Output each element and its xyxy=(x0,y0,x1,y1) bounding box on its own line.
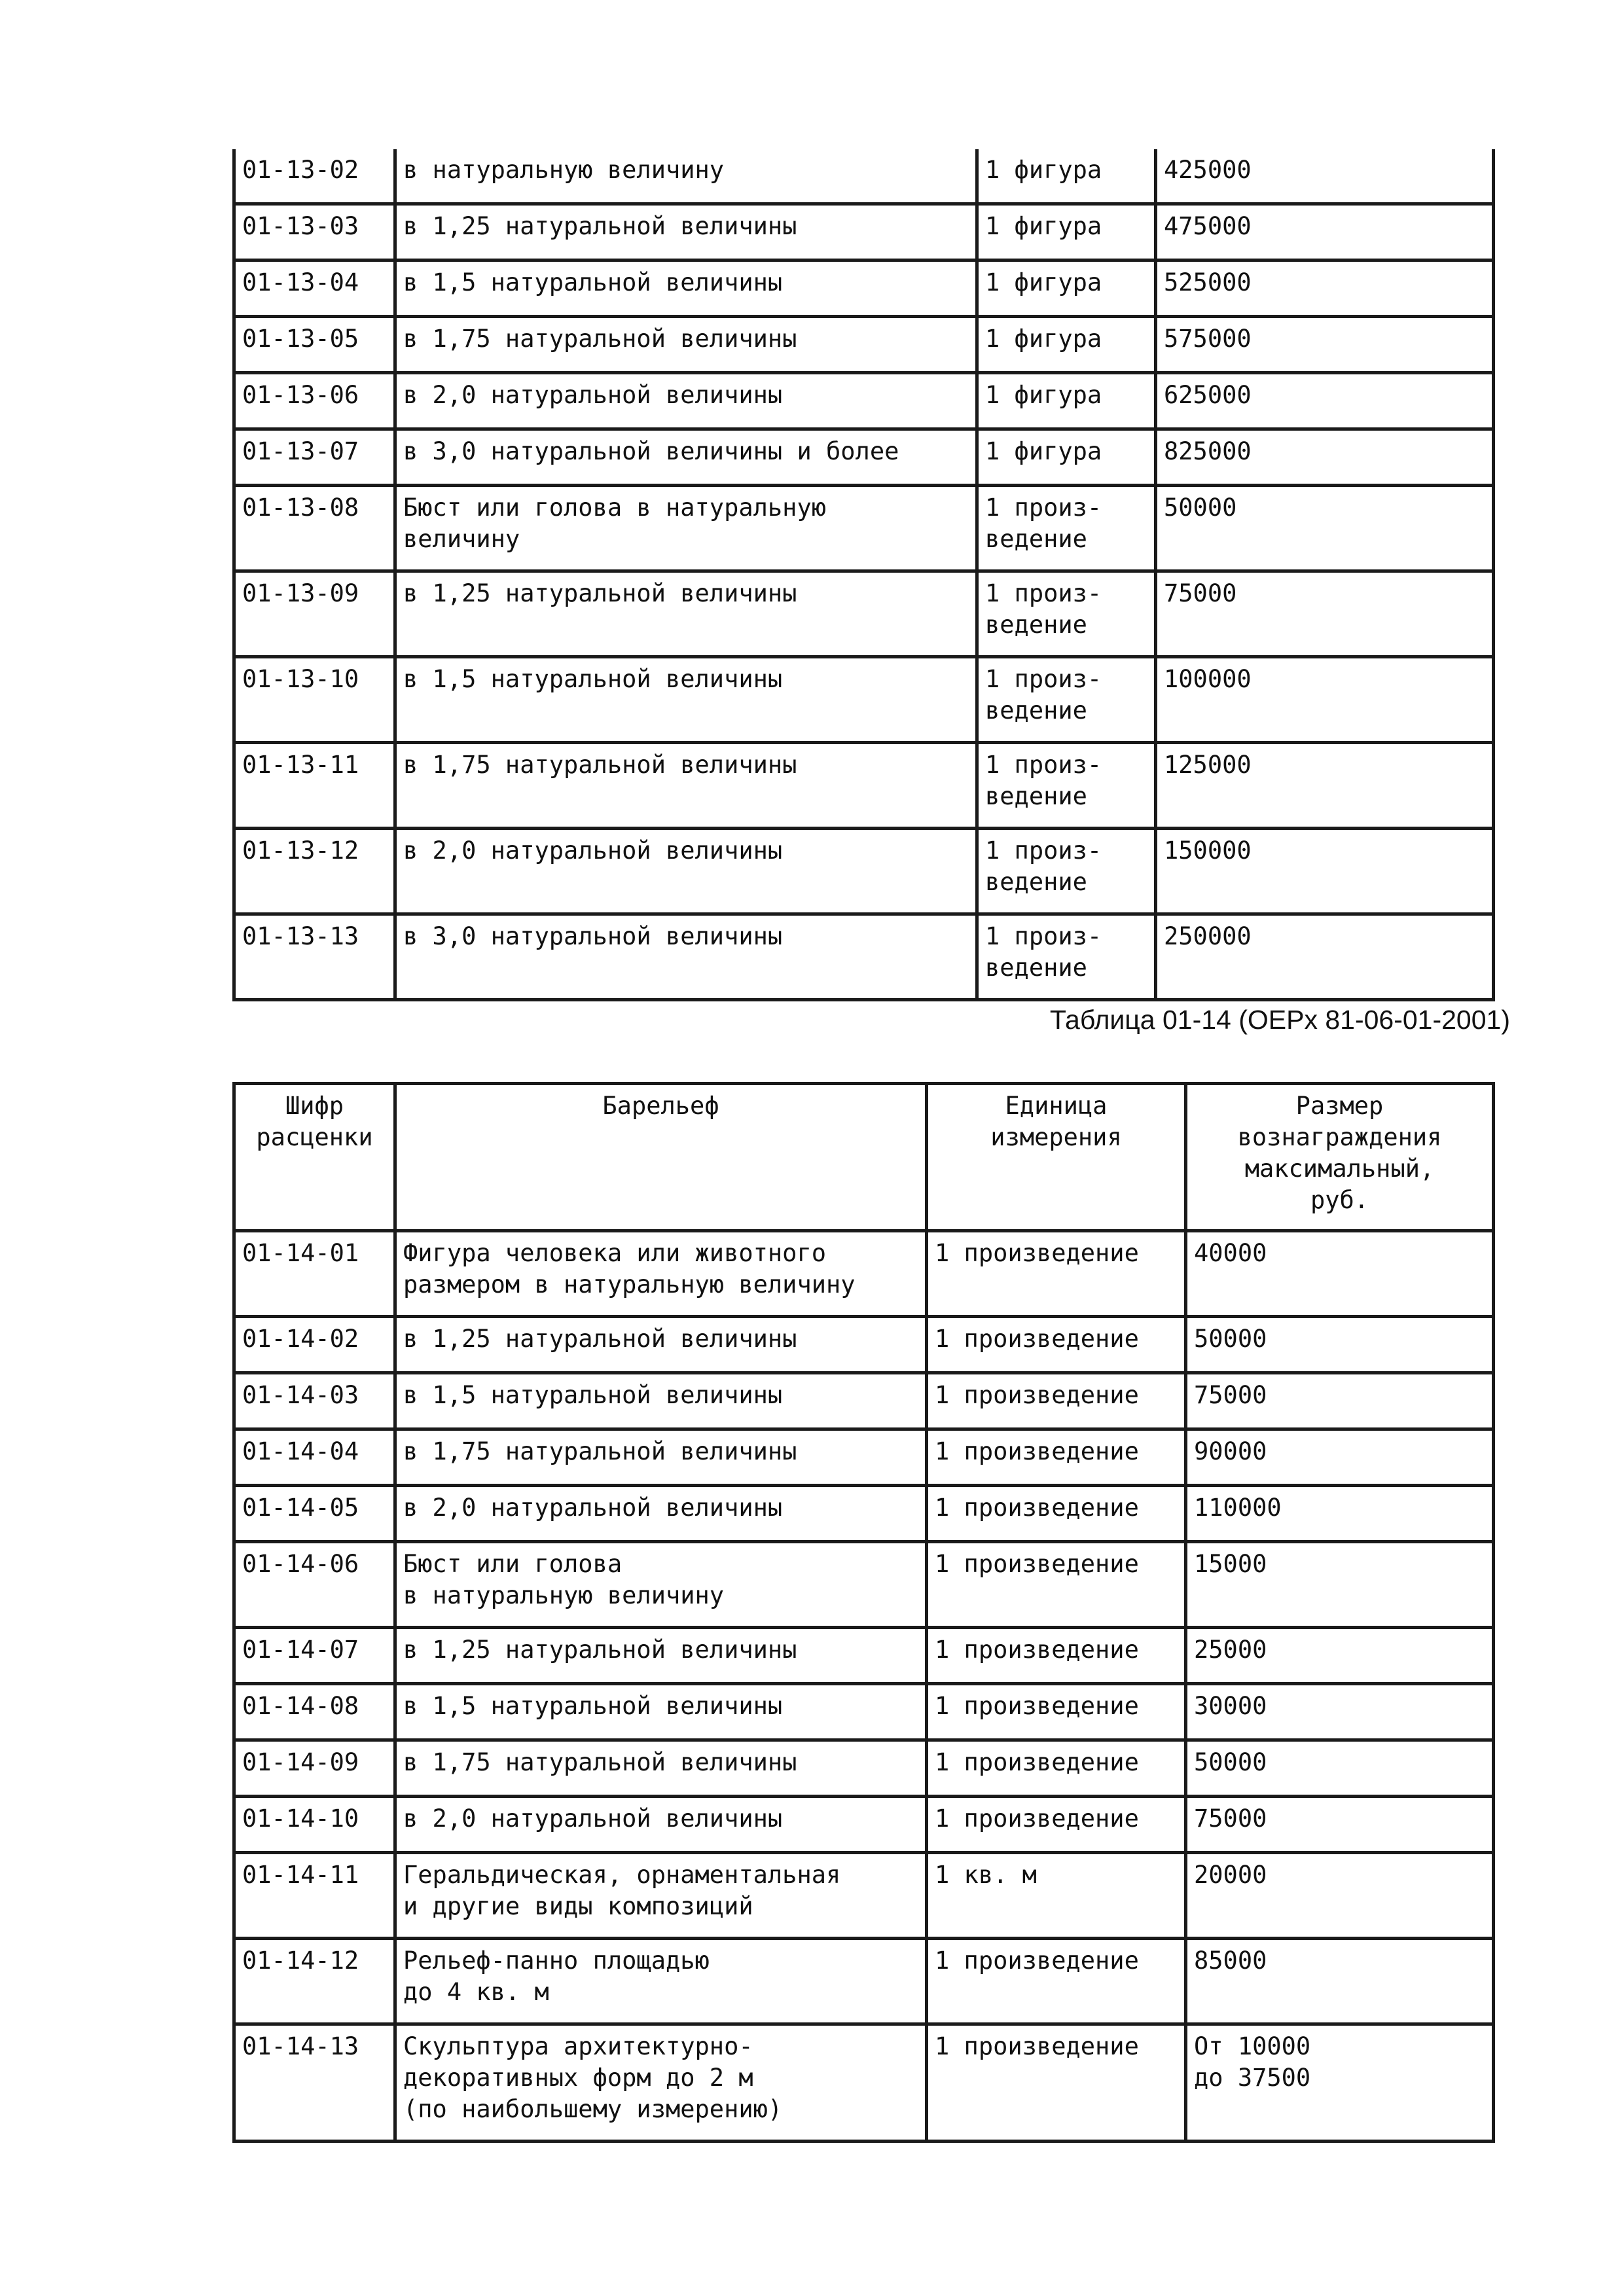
price-cell: 50000 xyxy=(1186,1317,1494,1373)
price-cell: 40000 xyxy=(1186,1231,1494,1317)
unit-cell: 1 фигура xyxy=(977,373,1156,429)
description-cell: Бюст или голова в натуральную величину xyxy=(395,486,977,571)
price-cell: 75000 xyxy=(1156,571,1494,657)
code-cell: 01-14-08 xyxy=(234,1684,395,1740)
unit-cell: 1 произведение xyxy=(927,1429,1186,1486)
description-cell: в 1,75 натуральной величины xyxy=(395,317,977,373)
unit-cell: 1 произ- ведение xyxy=(977,571,1156,657)
code-cell: 01-14-02 xyxy=(234,1317,395,1373)
price-cell: 110000 xyxy=(1186,1486,1494,1542)
description-cell: в 1,25 натуральной величины xyxy=(395,204,977,260)
table-row xyxy=(234,829,1494,914)
unit-cell: 1 произ- ведение xyxy=(977,743,1156,829)
table-caption: Таблица 01-14 (ОЕРх 81-06-01-2001) xyxy=(1049,1005,1510,1035)
description-cell: в 1,75 натуральной величины xyxy=(395,1429,927,1486)
price-cell: 50000 xyxy=(1156,486,1494,571)
price-cell: 50000 xyxy=(1186,1740,1494,1797)
header-price: Размер вознаграждения максимальный, руб. xyxy=(1186,1084,1494,1231)
price-cell: 825000 xyxy=(1156,429,1494,486)
description-cell: в 1,25 натуральной величины xyxy=(395,571,977,657)
table-row xyxy=(234,260,1494,317)
table-row xyxy=(234,657,1494,743)
table-row xyxy=(234,429,1494,486)
unit-cell: 1 произведение xyxy=(927,1684,1186,1740)
description-cell: в 3,0 натуральной величины и более xyxy=(395,429,977,486)
table-row xyxy=(234,914,1494,1000)
table-header-row xyxy=(234,1084,1494,1231)
price-cell: 100000 xyxy=(1156,657,1494,743)
table-01-13-continuation xyxy=(232,149,1495,1001)
code-cell: 01-13-07 xyxy=(234,429,395,486)
unit-cell: 1 произведение xyxy=(927,1939,1186,2024)
description-cell: в 2,0 натуральной величины xyxy=(395,1797,927,1853)
code-cell: 01-13-09 xyxy=(234,571,395,657)
unit-cell: 1 произведение xyxy=(927,2024,1186,2142)
price-cell: 150000 xyxy=(1156,829,1494,914)
code-cell: 01-13-12 xyxy=(234,829,395,914)
description-cell: в 2,0 натуральной величины xyxy=(395,829,977,914)
header-code: Шифр расценки xyxy=(234,1084,395,1231)
table-row xyxy=(234,1939,1494,2024)
table-row xyxy=(234,486,1494,571)
table-row xyxy=(234,317,1494,373)
table-row xyxy=(234,204,1494,260)
price-cell: 625000 xyxy=(1156,373,1494,429)
price-cell: 25000 xyxy=(1186,1628,1494,1684)
price-cell: 30000 xyxy=(1186,1684,1494,1740)
table-row xyxy=(234,149,1494,204)
table-row xyxy=(234,1542,1494,1628)
table-row xyxy=(234,1486,1494,1542)
table-row xyxy=(234,1853,1494,1939)
table-row xyxy=(234,1628,1494,1684)
description-cell: в 3,0 натуральной величины xyxy=(395,914,977,1000)
description-cell: Рельеф-панно площадью до 4 кв. м xyxy=(395,1939,927,2024)
table-row xyxy=(234,1231,1494,1317)
unit-cell: 1 произ- ведение xyxy=(977,657,1156,743)
table-01-14 xyxy=(232,1082,1495,2143)
code-cell: 01-13-11 xyxy=(234,743,395,829)
table-row xyxy=(234,743,1494,829)
description-cell: в 1,5 натуральной величины xyxy=(395,657,977,743)
code-cell: 01-13-05 xyxy=(234,317,395,373)
unit-cell: 1 кв. м xyxy=(927,1853,1186,1939)
description-cell: в 1,75 натуральной величины xyxy=(395,743,977,829)
price-cell: 525000 xyxy=(1156,260,1494,317)
code-cell: 01-14-07 xyxy=(234,1628,395,1684)
unit-cell: 1 фигура xyxy=(977,204,1156,260)
unit-cell: 1 произ- ведение xyxy=(977,914,1156,1000)
unit-cell: 1 фигура xyxy=(977,260,1156,317)
unit-cell: 1 произведение xyxy=(927,1740,1186,1797)
unit-cell: 1 произведение xyxy=(927,1797,1186,1853)
price-cell: 425000 xyxy=(1156,149,1494,204)
table-row xyxy=(234,2024,1494,2142)
code-cell: 01-14-13 xyxy=(234,2024,395,2142)
price-cell: 75000 xyxy=(1186,1373,1494,1429)
unit-cell: 1 произведение xyxy=(927,1317,1186,1373)
price-cell: 90000 xyxy=(1186,1429,1494,1486)
code-cell: 01-13-08 xyxy=(234,486,395,571)
description-cell: в 1,5 натуральной величины xyxy=(395,260,977,317)
table-row xyxy=(234,1373,1494,1429)
header-unit: Единица измерения xyxy=(927,1084,1186,1231)
price-cell: 250000 xyxy=(1156,914,1494,1000)
unit-cell: 1 произведение xyxy=(927,1231,1186,1317)
header-description: Барельеф xyxy=(395,1084,927,1231)
price-cell: 575000 xyxy=(1156,317,1494,373)
code-cell: 01-14-06 xyxy=(234,1542,395,1628)
code-cell: 01-13-04 xyxy=(234,260,395,317)
description-cell: в 1,5 натуральной величины xyxy=(395,1684,927,1740)
code-cell: 01-14-12 xyxy=(234,1939,395,2024)
price-cell: 75000 xyxy=(1186,1797,1494,1853)
unit-cell: 1 произведение xyxy=(927,1628,1186,1684)
unit-cell: 1 произведение xyxy=(927,1373,1186,1429)
unit-cell: 1 произведение xyxy=(927,1486,1186,1542)
code-cell: 01-13-06 xyxy=(234,373,395,429)
code-cell: 01-14-01 xyxy=(234,1231,395,1317)
description-cell: в 1,5 натуральной величины xyxy=(395,1373,927,1429)
price-cell: От 10000 до 37500 xyxy=(1186,2024,1494,2142)
description-cell: Фигура человека или животного размером в натуральную величину xyxy=(395,1231,927,1317)
code-cell: 01-13-10 xyxy=(234,657,395,743)
code-cell: 01-14-10 xyxy=(234,1797,395,1853)
description-cell: в 1,25 натуральной величины xyxy=(395,1628,927,1684)
unit-cell: 1 произ- ведение xyxy=(977,829,1156,914)
code-cell: 01-14-04 xyxy=(234,1429,395,1486)
code-cell: 01-13-03 xyxy=(234,204,395,260)
description-cell: Скульптура архитектурно- декоративных форм до 2 м (по наибольшему измерению) xyxy=(395,2024,927,2142)
price-cell: 125000 xyxy=(1156,743,1494,829)
code-cell: 01-13-02 xyxy=(234,149,395,204)
unit-cell: 1 фигура xyxy=(977,429,1156,486)
unit-cell: 1 произведение xyxy=(927,1542,1186,1628)
table-row xyxy=(234,1740,1494,1797)
table-row xyxy=(234,1797,1494,1853)
table-row xyxy=(234,1317,1494,1373)
code-cell: 01-14-03 xyxy=(234,1373,395,1429)
unit-cell: 1 произ- ведение xyxy=(977,486,1156,571)
unit-cell: 1 фигура xyxy=(977,317,1156,373)
price-cell: 15000 xyxy=(1186,1542,1494,1628)
price-cell: 20000 xyxy=(1186,1853,1494,1939)
price-cell: 85000 xyxy=(1186,1939,1494,2024)
table-row xyxy=(234,373,1494,429)
description-cell: в 1,25 натуральной величины xyxy=(395,1317,927,1373)
description-cell: в 2,0 натуральной величины xyxy=(395,1486,927,1542)
description-cell: в натуральную величину xyxy=(395,149,977,204)
price-cell: 475000 xyxy=(1156,204,1494,260)
description-cell: в 2,0 натуральной величины xyxy=(395,373,977,429)
table-row xyxy=(234,1684,1494,1740)
code-cell: 01-14-11 xyxy=(234,1853,395,1939)
code-cell: 01-14-05 xyxy=(234,1486,395,1542)
table-row xyxy=(234,571,1494,657)
description-cell: Бюст или голова в натуральную величину xyxy=(395,1542,927,1628)
code-cell: 01-13-13 xyxy=(234,914,395,1000)
code-cell: 01-14-09 xyxy=(234,1740,395,1797)
table-row xyxy=(234,1429,1494,1486)
unit-cell: 1 фигура xyxy=(977,149,1156,204)
description-cell: Геральдическая, орнаментальная и другие виды композиций xyxy=(395,1853,927,1939)
description-cell: в 1,75 натуральной величины xyxy=(395,1740,927,1797)
